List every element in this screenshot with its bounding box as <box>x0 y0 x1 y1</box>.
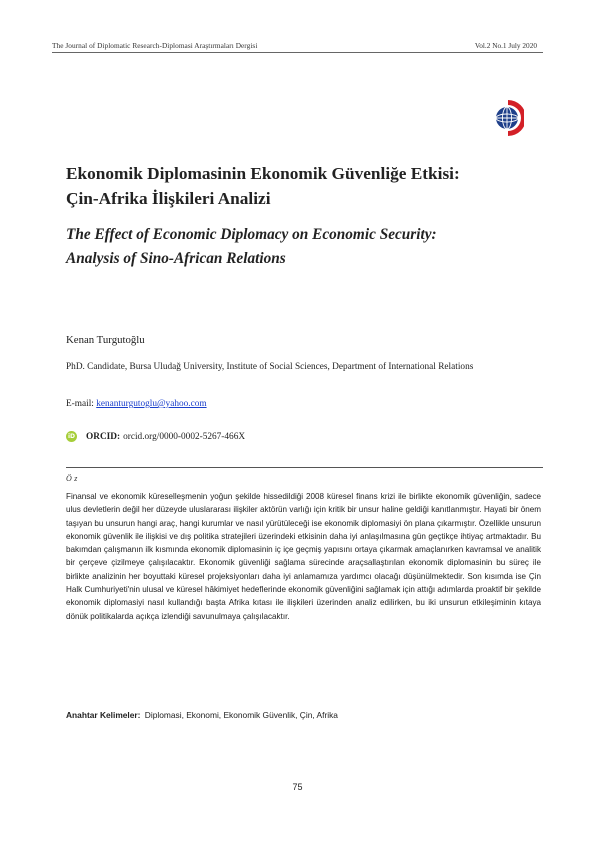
abstract-text: Finansal ve ekonomik küreselleşmenin yoğun şekilde hissedildiği 2008 küresel finans krizi ile birlikte ekonomik güvenliğin, sadece ulus devletlerin değil her düzeyde uluslararası ilişkiler aktörün varlığı için kritik bir unsur haline geldiği kanıtlanmıştır. Hayati bir önem taşıyan bu unsurun hangi araç, hangi kurumlar ve nasıl yürütüleceği ise ekonomik diplomasiyi ön plana çıkarmıştır. Özellikle unsurun ekonomik güvenlik ile ilişkisi ve dış politika stratejileri üzerindeki etkisinin daha iyi anlaşılmasına gün geçtikçe ihtiyaç artmaktadır. Bu bakımdan çalışmanın ilk kısmında ekonomik diplomasinin iç içe geçmiş yapısını ortaya çıkarmak amaçlanırken kavramsal ve analitik bir çerçeve çizilmeye çalışılacaktır. Ekonomik güvenliği sağlama sürecinde araçsallaştırılan ekonomik diplomasinin bu süreç ile birlikte analizinin her boyuttaki küresel projeksiyonları daha iyi anlamamıza yardımcı olacağı düşünülmektedir. Son kısımda ise Çin Halk Cumhuriyeti'nin ulusal ve küresel hâkimiyet hedeflerinde ekonomik güvenliğini sağlamak için attığı adımlarda proaktif bir şekilde ekonomik diplomasiyi nasıl kullandığı başta Afrika kıtası ile ilişkileri üzerinden analiz edilirken, bu iki unsurun etkileşiminin kıtaya dönük politikalarda açıkça izlendiği savunulmaya çalışılacaktır. <box>66 492 541 621</box>
title-turkish-line-1: Ekonomik Diplomasinin Ekonomik Güvenliğe Etkisi: <box>66 164 460 183</box>
email-label: E-mail: <box>66 399 94 409</box>
keywords-label: Anahtar Kelimeler: <box>66 710 141 720</box>
title-english <box>66 223 546 271</box>
email-link[interactable]: kenanturgutoglu@yahoo.com <box>96 399 207 409</box>
keywords-text: Diplomasi, Ekonomi, Ekonomik Güvenlik, Çin, Afrika <box>144 710 338 720</box>
title-turkish-line-2: Çin-Afrika İlişkileri Analizi <box>66 189 271 208</box>
abstract-rule <box>66 467 543 468</box>
running-head-journal: The Journal of Diplomatic Research-Diplomasi Araştırmaları Dergisi <box>52 41 258 50</box>
title-english-line-1: The Effect of Economic Diplomacy on Economic Security: <box>66 226 437 243</box>
keywords <box>66 710 338 720</box>
orcid-label: ORCID: <box>86 431 121 442</box>
author-email <box>66 399 207 409</box>
orcid-icon: iD <box>67 433 76 440</box>
abstract-heading: Öz <box>66 474 80 483</box>
title-english-line-2: Analysis of Sino-African Relations <box>66 250 286 267</box>
page-number: 75 <box>292 782 303 792</box>
journal-globe-logo <box>492 98 524 138</box>
header-rule <box>52 52 543 53</box>
orcid-link[interactable]: orcid.org/0000-0002-5267-466X <box>123 431 246 442</box>
author-name: Kenan Turgutoğlu <box>66 334 145 346</box>
running-head-issue: Vol.2 No.1 July 2020 <box>474 41 537 50</box>
author-orcid <box>66 431 245 442</box>
title-turkish <box>66 161 546 211</box>
author-affiliation: PhD. Candidate, Bursa Uludağ University, Institute of Social Sciences, Department of International Relations <box>66 362 474 372</box>
